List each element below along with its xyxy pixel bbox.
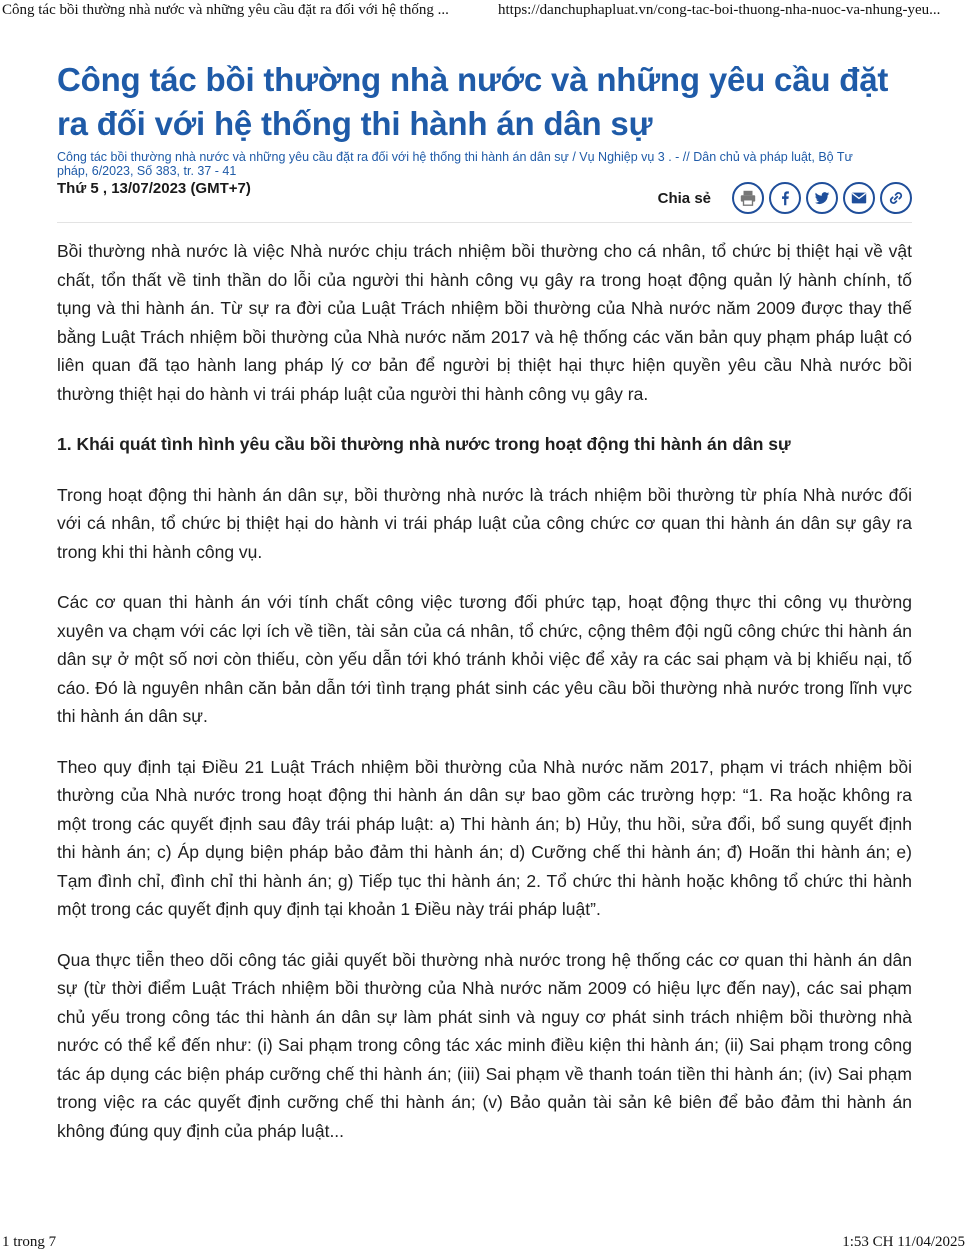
print-header-page-title: Công tác bồi thường nhà nước và những yêu cầu đặt ra đối với hệ thống ... (2, 2, 449, 18)
facebook-share-button[interactable] (769, 182, 801, 214)
section-heading: 1. Khái quát tình hình yêu cầu bồi thường nhà nước trong hoạt động thi hành án dân sự (57, 434, 791, 454)
twitter-share-button[interactable] (806, 182, 838, 214)
paragraph: Trong hoạt động thi hành án dân sự, bồi thường nhà nước là trách nhiệm bồi thường từ phía Nhà nước đối với cá nhân, tổ chức bị thiệt hại do hành vi trái pháp luật của công chức cơ quan thi hành án dân sự gây ra trong khi thi hành công vụ. (57, 484, 912, 562)
paragraph: Các cơ quan thi hành án với tính chất công việc tương đối phức tạp, hoạt động thực thi công vụ thường xuyên va chạm với các lợi ích về tiền, tài sản của cá nhân, tổ chức, cộng thêm đội ngũ công chức thi hành án dân sự ở một số nơi còn thiếu, còn yếu dẫn tới khó tránh khỏi việc để xảy ra các sai phạm và bị khiếu nại, tố cáo. Đó là nguyên nhân căn bản dẫn tới tình trạng phát sinh các yêu cầu bồi thường nhà nước trong lĩnh vực thi hành án dân sự. (57, 592, 912, 726)
article (57, 58, 912, 1167)
email-icon (850, 189, 868, 207)
twitter-icon (813, 189, 831, 207)
print-button[interactable] (732, 182, 764, 214)
article-body (57, 237, 912, 1145)
citation-link[interactable]: Công tác bồi thường nhà nước và những yêu cầu đặt ra đối với hệ thống thi hành án dân sự / Vụ Nghiệp vụ 3 . - // Dân chủ và pháp luật, Bộ Tư (57, 150, 853, 164)
publish-date: Thứ 5 , 13/07/2023 (GMT+7) (57, 180, 251, 197)
share-label: Chia sẻ (657, 189, 711, 207)
meta-row (57, 178, 912, 223)
print-header-url[interactable]: https://danchuphapluat.vn/cong-tac-boi-thuong-nha-nuoc-va-nhung-yeu... (498, 2, 941, 18)
print-icon (739, 189, 757, 207)
page-indicator: 1 trong 7 (2, 1234, 57, 1250)
paragraph: Theo quy định tại Điều 21 Luật Trách nhiệm bồi thường của Nhà nước năm 2017, phạm vi trách nhiệm bồi thường của Nhà nước trong hoạt động thi hành án dân sự bao gồm các trường hợp: “1. Ra hoặc không ra một trong các quyết định sau đây trái pháp luật: a) Thi hành án; b) Hủy, thu hồi, sửa đổi, bổ sung quyết định thi hành án; c) Áp dụng biện pháp bảo đảm thi hành án; d) Cưỡng chế thi hành án; đ) Hoãn thi hành án; e) Tạm đình chỉ, đình chỉ thi hành án; g) Tiếp tục thi hành án; 2. Tổ chức thi hành hoặc không tổ chức thi hành một trong các quyết định quy định tại khoản 1 Điều này trái pháp luật”. (57, 756, 912, 919)
copy-link-button[interactable] (880, 182, 912, 214)
citation-link-continued[interactable]: pháp, 6/2023, Số 383, tr. 37 - 41 (57, 164, 237, 178)
email-share-button[interactable] (843, 182, 875, 214)
link-icon (887, 189, 905, 207)
paragraph: Bồi thường nhà nước là việc Nhà nước chịu trách nhiệm bồi thường cho cá nhân, tổ chức bị thiệt hại về vật chất, tổn thất về tinh thần do lỗi của người thi hành công vụ gây ra trong hoạt động quản lý hành chính, tố tụng và thi hành án. Từ sự ra đời của Luật Trách nhiệm bồi thường của Nhà nước năm 2009 được thay thế bằng Luật Trách nhiệm bồi thường của Nhà nước năm 2017 và hệ thống các văn bản quy phạm pháp luật có liên quan đã tạo hành lang pháp lý cơ bản để người bị thiệt hại thực hiện quyền yêu cầu Nhà nước bồi thường thiệt hại do hành vi trái pháp luật của người thi hành công vụ gây ra. (57, 241, 912, 404)
article-title: Công tác bồi thường nhà nước và những yêu cầu đặt ra đối với hệ thống thi hành án dân sự (57, 61, 889, 142)
print-footer (0, 1232, 969, 1254)
share-bar (658, 178, 912, 218)
paragraph: Qua thực tiễn theo dõi công tác giải quyết bồi thường nhà nước trong hệ thống các cơ quan thi hành án dân sự (từ thời điểm Luật Trách nhiệm bồi thường của Nhà nước năm 2009 có hiệu lực đến nay), các sai phạm chủ yếu trong công tác thi hành án dân sự làm phát sinh và nguy cơ phát sinh trách nhiệm bồi thường nhà nước có thể kể đến như: (i) Sai phạm trong công tác xác minh điều kiện thi hành án; (ii) Sai phạm trong công tác áp dụng các biện pháp cưỡng chế thi hành án; (iii) Sai phạm về thanh toán tiền thi hành án; (iv) Sai phạm trong việc ra các quyết định cưỡng chế thi hành án; (v) Bảo quản tài sản kê biên để bảo đảm thi hành án không đúng quy định của pháp luật... (57, 949, 912, 1141)
facebook-icon (776, 189, 794, 207)
print-header (0, 0, 969, 22)
print-timestamp: 1:53 CH 11/04/2025 (842, 1234, 965, 1250)
